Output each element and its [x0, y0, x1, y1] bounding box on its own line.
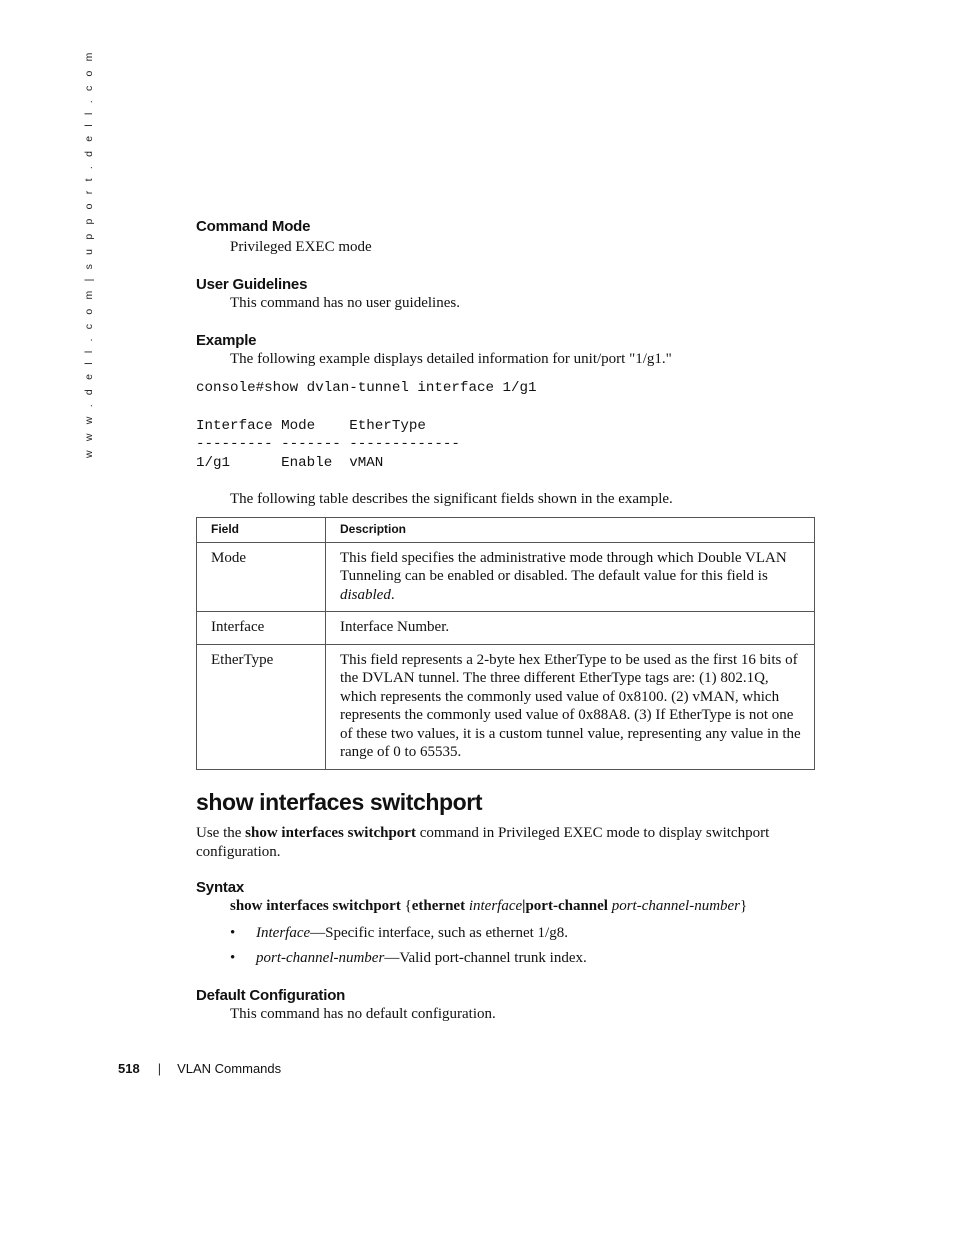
user-guidelines-heading: User Guidelines — [196, 276, 308, 293]
table-cell-description: This field represents a 2-byte hex EtherType to be used as the first 16 bits of the DVLAN tunnel. The three different EtherType tags are: (1) 802.1Q, which represents the commonly used value of 0x8100. (2) vMAN, which represents the commonly used value of 0x88A8. (3) If EtherType is not one of these two values, it is a custom tunnel value, representing any value in the range of 0 to 65535. — [326, 644, 815, 769]
table-cell-description: Interface Number. — [326, 612, 815, 645]
example-heading: Example — [196, 332, 257, 349]
table-cell-field: EtherType — [197, 644, 326, 769]
example-output-header: Interface Mode EtherType — [196, 417, 426, 434]
user-guidelines-text: This command has no user guidelines. — [230, 295, 460, 311]
syntax-heading: Syntax — [196, 878, 244, 896]
default-configuration-heading: Default Configuration — [196, 986, 346, 1004]
table-row — [197, 612, 815, 645]
table-row — [197, 644, 815, 769]
example-command: console#show dvlan-tunnel interface 1/g1 — [196, 380, 537, 396]
page-content — [196, 218, 816, 1024]
example-output-row: 1/g1 Enable vMAN — [196, 455, 384, 472]
table-cell-field: Interface — [197, 612, 326, 645]
page-number: 518 — [118, 1061, 140, 1076]
table-intro: The following table describes the significant fields shown in the example. — [230, 490, 673, 507]
side-url: w w w . d e l l . c o m | s u p p o r t . d e l l . c o m — [83, 49, 95, 458]
table-cell-description: This field specifies the administrative mode through which Double VLAN Tunneling can be enabled or disabled. The default value for this field is disabled. — [326, 542, 815, 612]
syntax-line: show interfaces switchport {ethernet interface|port-channel port-channel-number} — [230, 897, 748, 914]
bullet-icon: • — [230, 924, 236, 941]
chapter-title: VLAN Commands — [177, 1061, 282, 1076]
example-intro: The following example displays detailed information for unit/port "1/g1." — [230, 351, 672, 367]
command-mode-text: Privileged EXEC mode — [230, 239, 372, 255]
command-name-bold: show interfaces switchport — [245, 824, 416, 841]
command-mode-heading: Command Mode — [196, 218, 311, 235]
section-intro: Use the show interfaces switchport command in Privileged EXEC mode to display switchport configuration. — [196, 824, 770, 860]
default-configuration-text: This command has no default configuration. — [230, 1005, 496, 1022]
description-column-header: Description — [326, 517, 815, 542]
field-column-header: Field — [197, 517, 326, 542]
table-row — [197, 542, 815, 612]
syntax-bullet-list — [196, 924, 816, 968]
italic-default-value: disabled — [340, 586, 391, 603]
footer-separator: | — [157, 1061, 162, 1076]
table-cell-field: Mode — [197, 542, 326, 612]
bullet-icon: • — [230, 949, 236, 966]
list-item: • Interface—Specific interface, such as ethernet 1/g8. — [230, 924, 568, 941]
list-item: • port-channel-number—Valid port-channel trunk index. — [230, 949, 587, 966]
example-output-rule: --------- ------- ------------- — [196, 436, 460, 453]
page-footer — [118, 1061, 281, 1076]
table-header-row — [197, 517, 815, 542]
section-title: show interfaces switchport — [196, 788, 483, 815]
fields-table — [196, 517, 815, 770]
